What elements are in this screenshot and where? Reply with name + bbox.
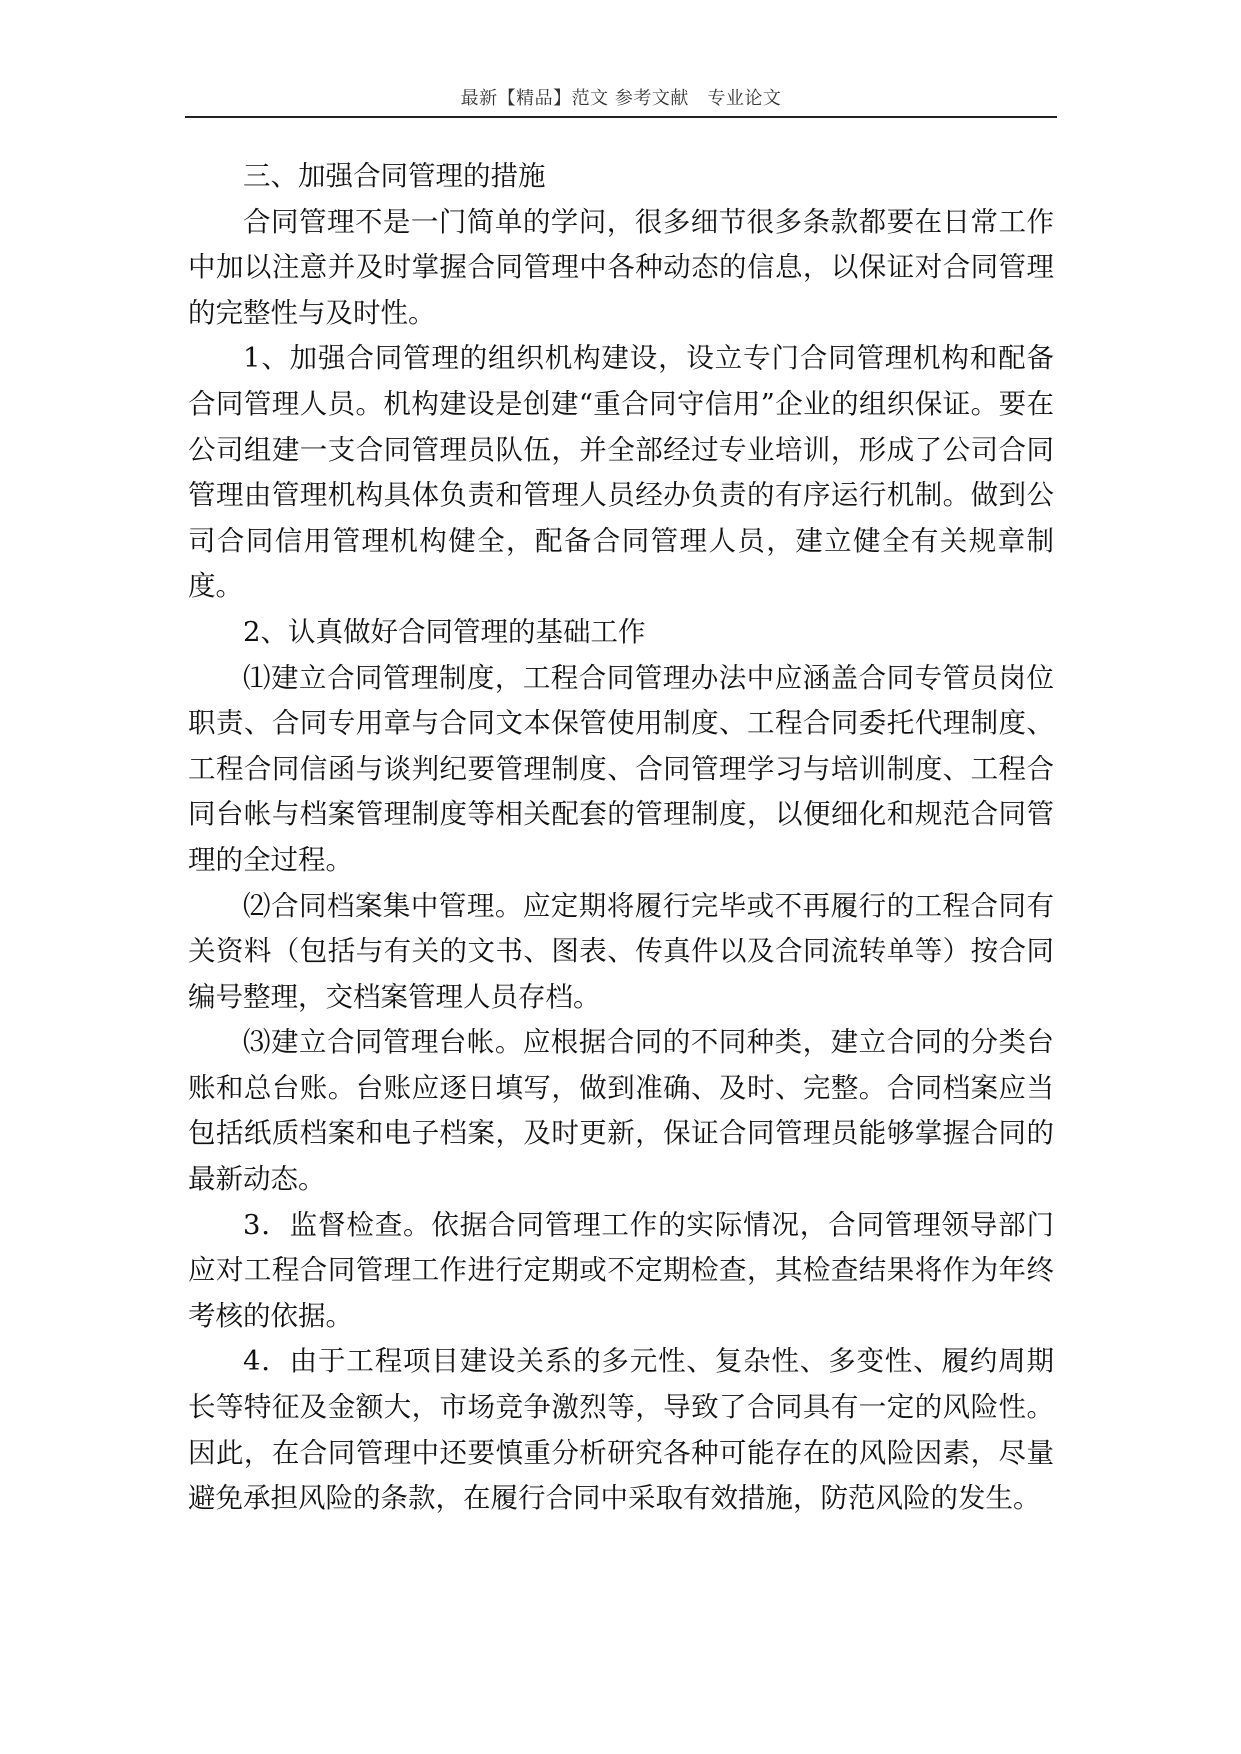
paragraph-item-4: 4．由于工程项目建设关系的多元性、复杂性、多变性、履约周期长等特征及金额大，市场竞争激烈等，导致了合同具有一定的风险性。因此，在合同管理中还要慎重分析研究各种可能存在的风险因素，尽量避免承担风险的条款，在履行合同中采取有效措施，防范风险的发生。 — [188, 1345, 1054, 1515]
paragraph-subitem-2: ⑵合同档案集中管理。应定期将履行完毕或不再履行的工程合同有关资料（包括与有关的文书、图表、传真件以及合同流转单等）按合同编号整理，交档案管理人员存档。 — [188, 889, 1054, 1013]
paragraph-subitem-3: ⑶建立合同管理台帐。应根据合同的不同种类，建立合同的分类台账和总台账。台账应逐日填写，做到准确、及时、完整。合同档案应当包括纸质档案和电子档案，及时更新，保证合同管理员能够掌握合同的最新动态。 — [188, 1026, 1054, 1196]
paragraph-intro: 合同管理不是一门简单的学问，很多细节很多条款都要在日常工作中加以注意并及时掌握合同管理中各种动态的信息，以保证对合同管理的完整性与及时性。 — [188, 205, 1054, 329]
paragraph-item-3: 3．监督检查。依据合同管理工作的实际情况，合同管理领导部门应对工程合同管理工作进行定期或不定期检查，其检查结果将作为年终考核的依据。 — [188, 1208, 1054, 1332]
document-body — [188, 154, 1054, 1522]
paragraph-subitem-1: ⑴建立合同管理制度，工程合同管理办法中应涵盖合同专管员岗位职责、合同专用章与合同文本保管使用制度、工程合同委托代理制度、工程合同信函与谈判纪要管理制度、合同管理学习与培训制度、工程合同台帐与档案管理制度等相关配套的管理制度，以便细化和规范合同管理的全过程。 — [188, 661, 1054, 876]
paragraph-item-2: 2、认真做好合同管理的基础工作 — [243, 615, 646, 648]
page-header: 最新【精品】范文 参考文献 专业论文 — [460, 88, 782, 109]
section-heading: 三、加强合同管理的措施 — [243, 160, 546, 192]
paragraph-item-1: 1、加强合同管理的组织机构建设，设立专门合同管理机构和配备合同管理人员。机构建设是创建“重合同守信用”企业的组织保证。要在公司组建一支合同管理员队伍，并全部经过专业培训，形成了公司合同管理由管理机构具体负责和管理人员经办负责的有序运行机制。做到公司合同信用管理机构健全，配备合同管理人员，建立健全有关规章制度。 — [188, 342, 1054, 603]
header-divider — [185, 116, 1057, 118]
